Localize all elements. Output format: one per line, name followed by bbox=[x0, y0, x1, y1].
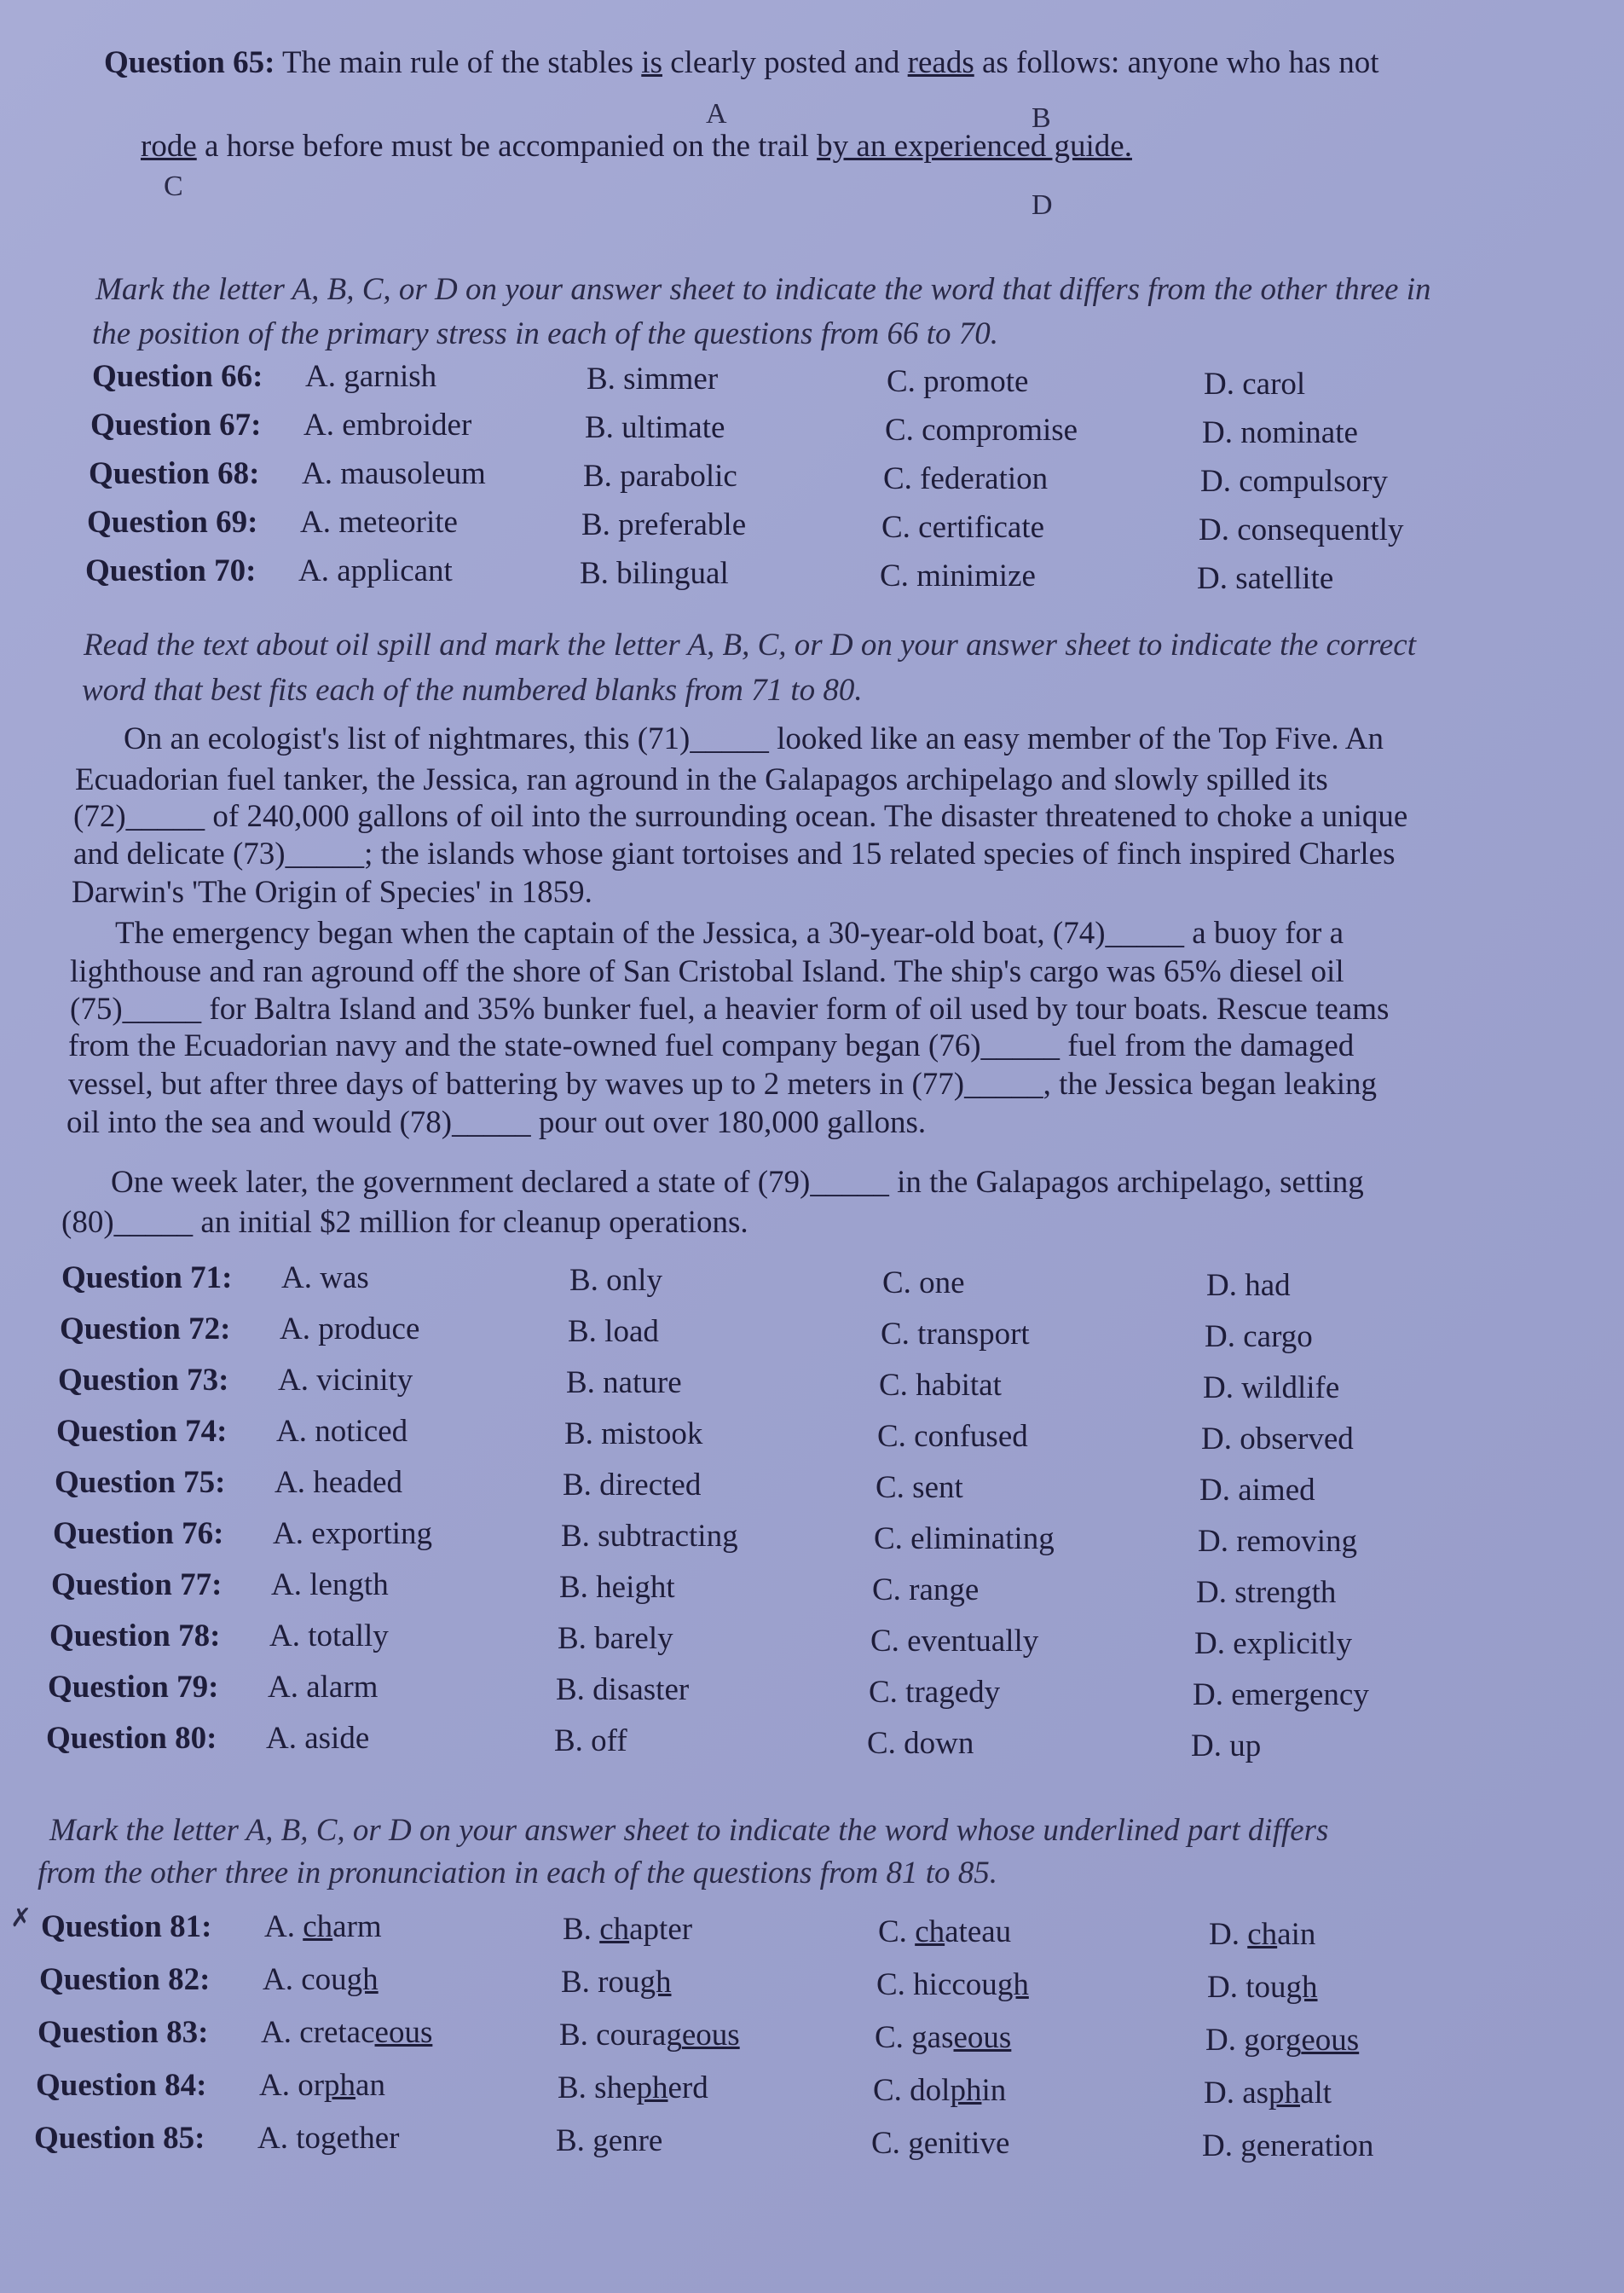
underlined-part: eous bbox=[953, 2020, 1012, 2055]
option-d: D. aimed bbox=[1199, 1473, 1315, 1508]
option-text-prefix: C. bbox=[871, 2126, 909, 2161]
option-d bbox=[1202, 2128, 1373, 2164]
question-label: Question 80: bbox=[46, 1721, 217, 1756]
underlined-part: g bbox=[1240, 2128, 1257, 2163]
question-label: Question 85: bbox=[34, 2121, 205, 2156]
underlined-part: g bbox=[908, 2126, 924, 2161]
underlined-part: gh bbox=[639, 1965, 672, 2000]
passage-p2-line-4: from the Ecuadorian navy and the state-owned fuel company began (76)_____ fuel from the damaged bbox=[68, 1028, 1355, 1063]
option-c: C. tragedy bbox=[869, 1675, 1001, 1710]
option-a: A. meteorite bbox=[300, 505, 458, 540]
option-a: A. alarm bbox=[268, 1670, 379, 1705]
option-a: A. produce bbox=[280, 1312, 420, 1346]
option-a: A. applicant bbox=[298, 553, 453, 588]
q65-option-b: reads bbox=[907, 45, 974, 80]
option-a: A. garnish bbox=[305, 359, 437, 394]
question-label: Question 75: bbox=[55, 1465, 226, 1500]
option-d: D. observed bbox=[1201, 1422, 1354, 1456]
passage-p1-line-2: Ecuadorian fuel tanker, the Jessica, ran aground in the Galapagos archipelago and slowly spilled its bbox=[75, 762, 1328, 797]
option-b bbox=[558, 2070, 708, 2106]
option-b bbox=[559, 2017, 740, 2053]
option-b: B. simmer bbox=[587, 362, 719, 397]
option-c: C. eliminating bbox=[874, 1521, 1055, 1556]
option-c: C. sent bbox=[876, 1470, 963, 1505]
q65-letter-d: D bbox=[1032, 189, 1053, 221]
option-d: D. removing bbox=[1198, 1524, 1358, 1559]
option-b: B. off bbox=[554, 1723, 627, 1758]
underlined-part: ch bbox=[1247, 1917, 1278, 1952]
option-b: B. only bbox=[569, 1263, 662, 1298]
underlined-part: ph bbox=[636, 2070, 668, 2105]
option-a: A. headed bbox=[275, 1465, 402, 1500]
q65-option-d: by an experienced guide. bbox=[817, 129, 1132, 164]
passage-p3-line-1: One week later, the government declared a state of (79)_____ in the Galapagos archipelago, setting bbox=[111, 1165, 1364, 1200]
option-a bbox=[263, 1961, 379, 1998]
option-c: C. promote bbox=[887, 364, 1029, 399]
option-b: B. parabolic bbox=[583, 459, 737, 494]
underlined-part: gh bbox=[997, 1967, 1029, 2002]
option-c: C. certificate bbox=[881, 510, 1045, 545]
option-b bbox=[556, 2122, 662, 2159]
option-text-prefix: C. bbox=[878, 1914, 916, 1949]
question-label: Question 68: bbox=[89, 456, 260, 491]
stress-instruction-line-1: Mark the letter A, B, C, or D on your answer sheet to indicate the word that differs from the other three in bbox=[95, 272, 1431, 307]
option-b: B. disaster bbox=[556, 1672, 690, 1707]
option-text-suffix: ateau bbox=[945, 1914, 1012, 1949]
option-d: D. compulsory bbox=[1200, 464, 1388, 499]
option-c: C. habitat bbox=[879, 1368, 1002, 1403]
option-a bbox=[259, 2067, 385, 2104]
q65-text-3: as follows: anyone who has not bbox=[981, 45, 1379, 80]
option-text-suffix: enre bbox=[608, 2123, 663, 2158]
question-label: Question 83: bbox=[38, 2015, 209, 2050]
option-d: D. carol bbox=[1204, 367, 1306, 402]
q65-text-2: clearly posted and bbox=[670, 45, 900, 80]
option-c: C. confused bbox=[877, 1419, 1028, 1454]
reading-instruction-line-2: word that best fits each of the numbered blanks from 71 to 80. bbox=[82, 673, 863, 708]
q65-option-c: rode bbox=[141, 129, 197, 164]
passage-p1-line-1: On an ecologist's list of nightmares, this (71)_____ looked like an easy member of the Top Five. An bbox=[124, 721, 1384, 756]
option-text-suffix: an bbox=[355, 2068, 385, 2103]
option-text-prefix: B. courag bbox=[559, 2018, 682, 2053]
passage-p1-line-4: and delicate (73)_____; the islands whose giant tortoises and 15 related species of finch inspired Charles bbox=[73, 837, 1396, 871]
question-label: Question 82: bbox=[39, 1962, 211, 1997]
option-text-suffix: apter bbox=[629, 1912, 693, 1947]
question-label: Question 84: bbox=[36, 2068, 207, 2103]
option-text-prefix: B. rou bbox=[561, 1965, 640, 2000]
option-text-prefix: D. bbox=[1209, 1917, 1248, 1952]
option-text-prefix: D. bbox=[1202, 2128, 1241, 2163]
option-a: A. length bbox=[271, 1567, 389, 1602]
option-a: A. noticed bbox=[276, 1414, 408, 1449]
option-c: C. range bbox=[872, 1572, 980, 1607]
passage-p2-line-2: lighthouse and ran aground off the shore of San Cristobal Island. The ship's cargo was 65% diesel oil bbox=[70, 954, 1344, 989]
option-a: A. mausoleum bbox=[302, 456, 486, 491]
option-d: D. cargo bbox=[1205, 1319, 1313, 1354]
underlined-part: ch bbox=[599, 1912, 630, 1947]
passage-p1-line-3: (72)_____ of 240,000 gallons of oil into the surrounding ocean. The disaster threatened to choke a unique bbox=[73, 799, 1408, 834]
option-d bbox=[1204, 2075, 1332, 2111]
underlined-part: ph bbox=[324, 2068, 356, 2103]
option-c: C. one bbox=[882, 1265, 965, 1300]
underlined-part: g bbox=[321, 2121, 337, 2156]
option-c bbox=[875, 2019, 1011, 2056]
option-text-prefix: A. bbox=[264, 1909, 303, 1944]
pen-check-mark: ✗ bbox=[10, 1904, 32, 1932]
option-text-prefix: B. bbox=[563, 1912, 600, 1947]
option-c: C. eventually bbox=[870, 1624, 1039, 1659]
option-a: A. aside bbox=[266, 1721, 370, 1756]
underlined-part: ch bbox=[915, 1914, 945, 1949]
option-text-suffix: ether bbox=[336, 2121, 400, 2156]
question-label: Question 76: bbox=[53, 1516, 224, 1551]
option-d: D. satellite bbox=[1197, 561, 1334, 596]
option-b: B. preferable bbox=[581, 507, 747, 542]
option-text-prefix: C. dol bbox=[873, 2073, 951, 2108]
option-d: D. had bbox=[1206, 1268, 1291, 1303]
passage-p2-line-6: oil into the sea and would (78)_____ pour out over 180,000 gallons. bbox=[66, 1105, 927, 1140]
option-b: B. directed bbox=[563, 1468, 702, 1503]
q65-letter-b: B bbox=[1032, 102, 1051, 134]
option-d: D. explicitly bbox=[1194, 1626, 1352, 1661]
q65-option-a: is bbox=[641, 45, 662, 80]
option-c: C. down bbox=[867, 1726, 974, 1761]
question-65-line-2 bbox=[141, 128, 1132, 165]
option-c: C. compromise bbox=[885, 413, 1078, 448]
option-text-suffix: ain bbox=[1277, 1917, 1316, 1952]
option-d: D. up bbox=[1191, 1728, 1262, 1763]
option-text-prefix: A. cou bbox=[263, 1962, 347, 1997]
q65-text-4: a horse before must be accompanied on the trail bbox=[205, 129, 809, 164]
question-label: Question 70: bbox=[85, 553, 257, 588]
question-label: Question 79: bbox=[48, 1670, 219, 1705]
option-a: A. embroider bbox=[303, 408, 472, 443]
stress-instruction-line-2: the position of the primary stress in each of the questions from 66 to 70. bbox=[92, 316, 999, 351]
option-d: D. emergency bbox=[1193, 1677, 1369, 1712]
option-c bbox=[873, 2072, 1006, 2109]
pronunciation-instruction-line-1: Mark the letter A, B, C, or D on your answer sheet to indicate the word whose underlined part differs bbox=[49, 1813, 1329, 1848]
question-label: Question 74: bbox=[56, 1414, 228, 1449]
option-b: B. height bbox=[559, 1570, 675, 1605]
option-text-prefix: C. hiccou bbox=[876, 1967, 997, 2002]
passage-p3-line-2: (80)_____ an initial $2 million for cleanup operations. bbox=[61, 1205, 748, 1240]
option-c: C. transport bbox=[881, 1317, 1030, 1352]
option-b: B. ultimate bbox=[585, 410, 725, 445]
option-d: D. consequently bbox=[1199, 512, 1404, 547]
option-d: D. strength bbox=[1196, 1575, 1337, 1610]
option-b: B. subtracting bbox=[561, 1519, 738, 1554]
question-label: Question 77: bbox=[51, 1567, 223, 1602]
option-b: B. barely bbox=[558, 1621, 673, 1656]
reading-instruction-line-1: Read the text about oil spill and mark the letter A, B, C, or D on your answer sheet to indicate the correct bbox=[84, 628, 1416, 663]
option-c: C. minimize bbox=[880, 559, 1036, 594]
pronunciation-instruction-line-2: from the other three in pronunciation in each of the questions from 81 to 85. bbox=[38, 1856, 997, 1891]
question-label: Question 73: bbox=[58, 1363, 229, 1398]
question-label: Question 67: bbox=[90, 408, 262, 443]
question-label: Question 66: bbox=[92, 359, 263, 394]
question-label: Question 78: bbox=[49, 1618, 221, 1653]
passage-p2-line-5: vessel, but after three days of battering by waves up to 2 meters in (77)_____, the Jessica began leaking bbox=[68, 1067, 1378, 1102]
option-text-suffix: arm bbox=[332, 1909, 382, 1944]
q65-text-1: The main rule of the stables bbox=[282, 45, 634, 80]
option-c bbox=[876, 1966, 1029, 2003]
option-b bbox=[563, 1911, 692, 1948]
option-text-suffix: enitive bbox=[923, 2126, 1010, 2161]
q65-letter-c: C bbox=[164, 171, 183, 202]
option-a: A. exporting bbox=[273, 1516, 433, 1551]
underlined-part: eous bbox=[374, 2015, 433, 2050]
option-text-suffix: eneration bbox=[1256, 2128, 1374, 2163]
underlined-part: g bbox=[592, 2123, 609, 2158]
option-b: B. bilingual bbox=[580, 556, 729, 591]
option-b: B. mistook bbox=[564, 1416, 703, 1451]
option-text-suffix: alt bbox=[1300, 2076, 1332, 2111]
option-b: B. load bbox=[568, 1314, 659, 1349]
question-label: Question 72: bbox=[60, 1312, 231, 1346]
underlined-part: ph bbox=[950, 2073, 982, 2108]
option-a: A. vicinity bbox=[278, 1363, 413, 1398]
underlined-part: gh bbox=[346, 1962, 379, 1997]
option-a bbox=[261, 2014, 432, 2051]
underlined-part: eous bbox=[1301, 2023, 1360, 2058]
passage-p2-line-3: (75)_____ for Baltra Island and 35% bunker fuel, a heavier form of oil used by tour boats. Rescue teams bbox=[70, 992, 1390, 1027]
option-d bbox=[1205, 2022, 1359, 2058]
option-a bbox=[264, 1908, 382, 1945]
question-65-line-1 bbox=[104, 44, 1379, 81]
q65-letter-a: A bbox=[706, 98, 727, 130]
option-a bbox=[257, 2120, 399, 2157]
underlined-part: gh bbox=[1286, 1970, 1318, 2005]
question-label: Question 81: bbox=[41, 1909, 212, 1944]
option-d: D. wildlife bbox=[1203, 1370, 1340, 1405]
passage-p1-line-5: Darwin's 'The Origin of Species' in 1859. bbox=[72, 875, 592, 910]
option-text-prefix: B. bbox=[556, 2123, 593, 2158]
option-d: D. nominate bbox=[1202, 415, 1358, 450]
option-text-prefix: D. gorg bbox=[1205, 2023, 1302, 2058]
option-c bbox=[878, 1914, 1011, 1950]
option-b: B. nature bbox=[566, 1365, 682, 1400]
option-c: C. federation bbox=[883, 461, 1049, 496]
option-text-suffix: in bbox=[981, 2073, 1007, 2108]
passage-p2-line-1: The emergency began when the captain of the Jessica, a 30-year-old boat, (74)_____ a buoy for a bbox=[115, 916, 1344, 951]
question-65-label: Question 65: bbox=[104, 45, 275, 80]
option-d bbox=[1209, 1916, 1315, 1953]
question-label: Question 69: bbox=[87, 505, 258, 540]
option-text-prefix: B. she bbox=[558, 2070, 637, 2105]
option-c bbox=[871, 2125, 1009, 2162]
option-text-prefix: A. to bbox=[257, 2121, 321, 2156]
option-text-prefix: A. cretac bbox=[261, 2015, 375, 2050]
option-b bbox=[561, 1964, 672, 2001]
option-text-prefix: D. tou bbox=[1207, 1970, 1286, 2005]
underlined-part: ph bbox=[1269, 2076, 1301, 2111]
option-a: A. totally bbox=[269, 1618, 389, 1653]
question-label: Question 71: bbox=[61, 1260, 233, 1295]
option-text-prefix: C. gas bbox=[875, 2020, 954, 2055]
option-text-prefix: A. or bbox=[259, 2068, 325, 2103]
option-text-prefix: D. as bbox=[1204, 2076, 1269, 2111]
underlined-part: ch bbox=[303, 1909, 333, 1944]
option-text-suffix: erd bbox=[668, 2070, 708, 2105]
option-a: A. was bbox=[281, 1260, 369, 1295]
underlined-part: eous bbox=[681, 2018, 740, 2053]
option-d bbox=[1207, 1969, 1318, 2006]
